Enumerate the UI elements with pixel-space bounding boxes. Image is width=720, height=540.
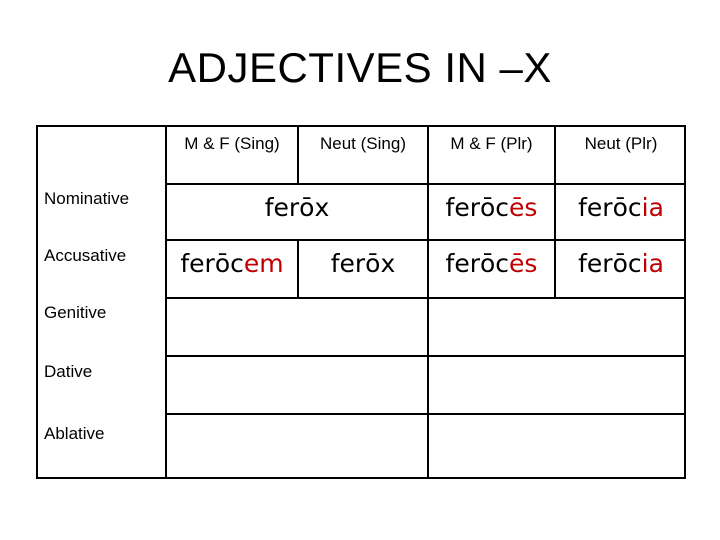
row-label-genitive: Genitive <box>44 303 107 322</box>
grid-line <box>165 413 686 415</box>
form-stem: ferōc <box>445 192 510 222</box>
declension-table <box>36 125 686 479</box>
accusative-mf-singular-form <box>167 241 297 285</box>
form-stem: ferōc <box>445 248 510 278</box>
header-neut-plr: Neut (Plr) <box>584 134 658 153</box>
form-stem: ferōc <box>578 248 642 278</box>
accusative-neut-singular-form: ferōx <box>330 248 396 278</box>
grid-line <box>165 297 686 299</box>
header-mf-plr: M & F (Plr) <box>450 134 533 153</box>
nominative-neut-plural-form <box>556 185 686 229</box>
grid-line <box>165 127 167 477</box>
accusative-mf-plural-form <box>429 241 554 285</box>
row-label-ablative: Ablative <box>44 424 105 443</box>
form-stem: ferōc <box>578 192 642 222</box>
form-stem: ferōc <box>180 248 244 278</box>
accusative-neut-plural-form <box>556 241 686 285</box>
slide-title: ADJECTIVES IN –X <box>168 44 552 91</box>
header-neut-sing: Neut (Sing) <box>320 134 406 153</box>
nominative-mf-plural-form <box>429 185 554 229</box>
form-ending: ēs <box>509 192 538 222</box>
form-ending: ia <box>641 192 664 222</box>
nominative-singular-form: ferōx <box>264 192 330 222</box>
grid-line <box>165 355 686 357</box>
row-label-dative: Dative <box>44 362 93 381</box>
row-label-accusative: Accusative <box>44 246 127 265</box>
form-ending: ia <box>641 248 664 278</box>
form-ending: ēs <box>509 248 538 278</box>
form-ending: em <box>243 248 284 278</box>
grid-line <box>427 127 429 477</box>
header-mf-sing: M & F (Sing) <box>184 134 280 153</box>
row-label-nominative: Nominative <box>44 189 130 208</box>
